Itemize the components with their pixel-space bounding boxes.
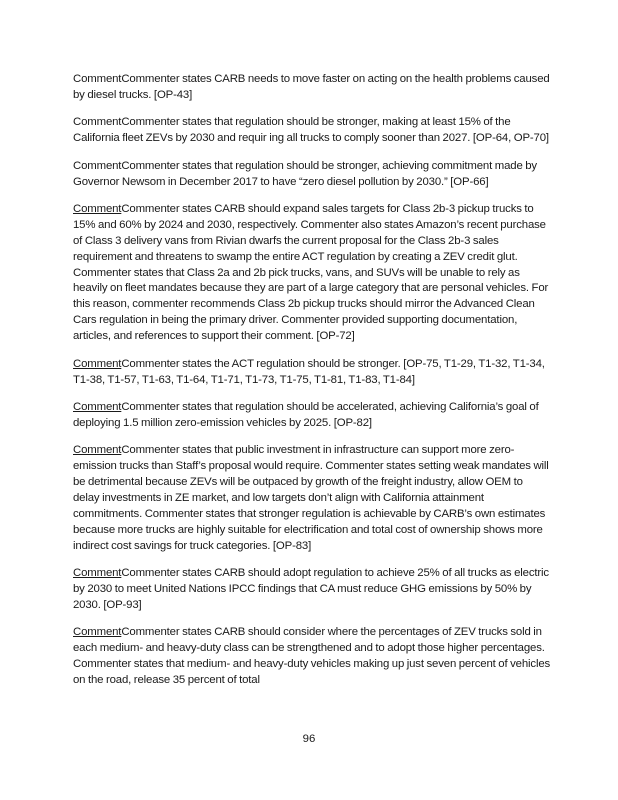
comment-label: Comment xyxy=(73,400,122,413)
comment-text: Commenter states CARB should consider where the percentages of ZEV trucks sold in each medium- and heavy-duty class can be strengthened and to adopt those higher percentages. Commenter states that medium- and heavy-duty vehicles making up just seven percent of vehicles on the road, release 35 percent of total xyxy=(73,626,551,686)
comment-label: Comment xyxy=(73,626,122,639)
comment-text: Commenter states that regulation should be stronger, making at least 15% of the California fleet ZEVs by 2030 and requir ing all trucks to comply sooner than 2027. [OP-64, OP-70] xyxy=(73,116,549,145)
comment-text: Commenter states the ACT regulation should be stronger. [OP-75, T1-29, T1-32, T1-34, T1-38, T1-57, T1-63, T1-64, T1-71, T1-73, T1-75, T1-81, T1-83, T1-84] xyxy=(73,357,545,386)
comment-label: Comment xyxy=(73,159,122,172)
comment-text: Commenter states CARB should expand sales targets for Class 2b-3 pickup trucks to 15% and 60% by 2024 and 2030, respectively. Commenter also states Amazon’s recent purchase of Class 3 delivery vans from Rivian dwarfs the current proposal for the Class 2b-3 sales requirement and threatens to swamp the entire ACT regulation by creating a ZEV credit glut. Commenter states that Class 2a and 2b pick trucks, vans, and SUVs will be unable to rely as heavily on fleet mandates because they are part of a large category that are personal vehicles. For this reason, commenter recommends Class 2b pickup trucks should mirror the Advanced Clean Cars regulation in being the primary driver. Commenter provided supporting documentation, articles, and references to support their comment. [OP-72] xyxy=(73,202,549,343)
page-number: 96 xyxy=(302,733,316,745)
comment-label: Comment xyxy=(73,567,122,580)
comments-list xyxy=(73,72,551,700)
comment-text: Commenter states that public investment in infrastructure can support more zero-emission trucks than Staff’s proposal would require. Commenter states setting weak mandates will be detrimental because ZEVs will be outpaced by growth of the freight industry, allow OEM to delay investments in ZE market, and low targets don’t align with California attainment commitments. Commenter states that stronger regulation is achievable by CARB’s own estimates because more trucks are highly suitable for electrification and total cost of ownership shows more indirect cost savings for truck categories. [OP-83] xyxy=(73,444,549,552)
comment-paragraph xyxy=(73,115,551,147)
comment-paragraph xyxy=(73,625,551,689)
comment-label: Comment xyxy=(73,73,122,85)
comment-label: Comment xyxy=(73,357,122,370)
comment-label: Comment xyxy=(73,202,122,215)
comment-paragraph xyxy=(73,159,551,191)
comment-paragraph xyxy=(73,443,551,554)
comment-paragraph xyxy=(73,72,551,104)
comment-text: Commenter states that regulation should be accelerated, achieving California’s goal of deploying 1.5 million zero-emission vehicles by 2025. [OP-82] xyxy=(73,400,539,429)
comment-paragraph xyxy=(73,357,551,389)
comment-text: Commenter states CARB should adopt regulation to achieve 25% of all trucks as electric by 2030 to meet United Nations IPCC findings that CA must reduce GHG emissions by 50% by 2030. [OP-93] xyxy=(73,567,549,611)
comment-paragraph xyxy=(73,202,551,345)
comment-label: Comment xyxy=(73,444,122,457)
comment-label: Comment xyxy=(73,116,122,129)
comment-text: Commenter states that regulation should be stronger, achieving commitment made by Governor Newsom in December 2017 to have “zero diesel pollution by 2030.” [OP-66] xyxy=(73,159,537,188)
comment-paragraph xyxy=(73,400,551,432)
comment-paragraph xyxy=(73,566,551,614)
comment-text: Commenter states CARB needs to move faster on acting on the health problems caused by diesel trucks. [OP-43] xyxy=(73,73,550,101)
